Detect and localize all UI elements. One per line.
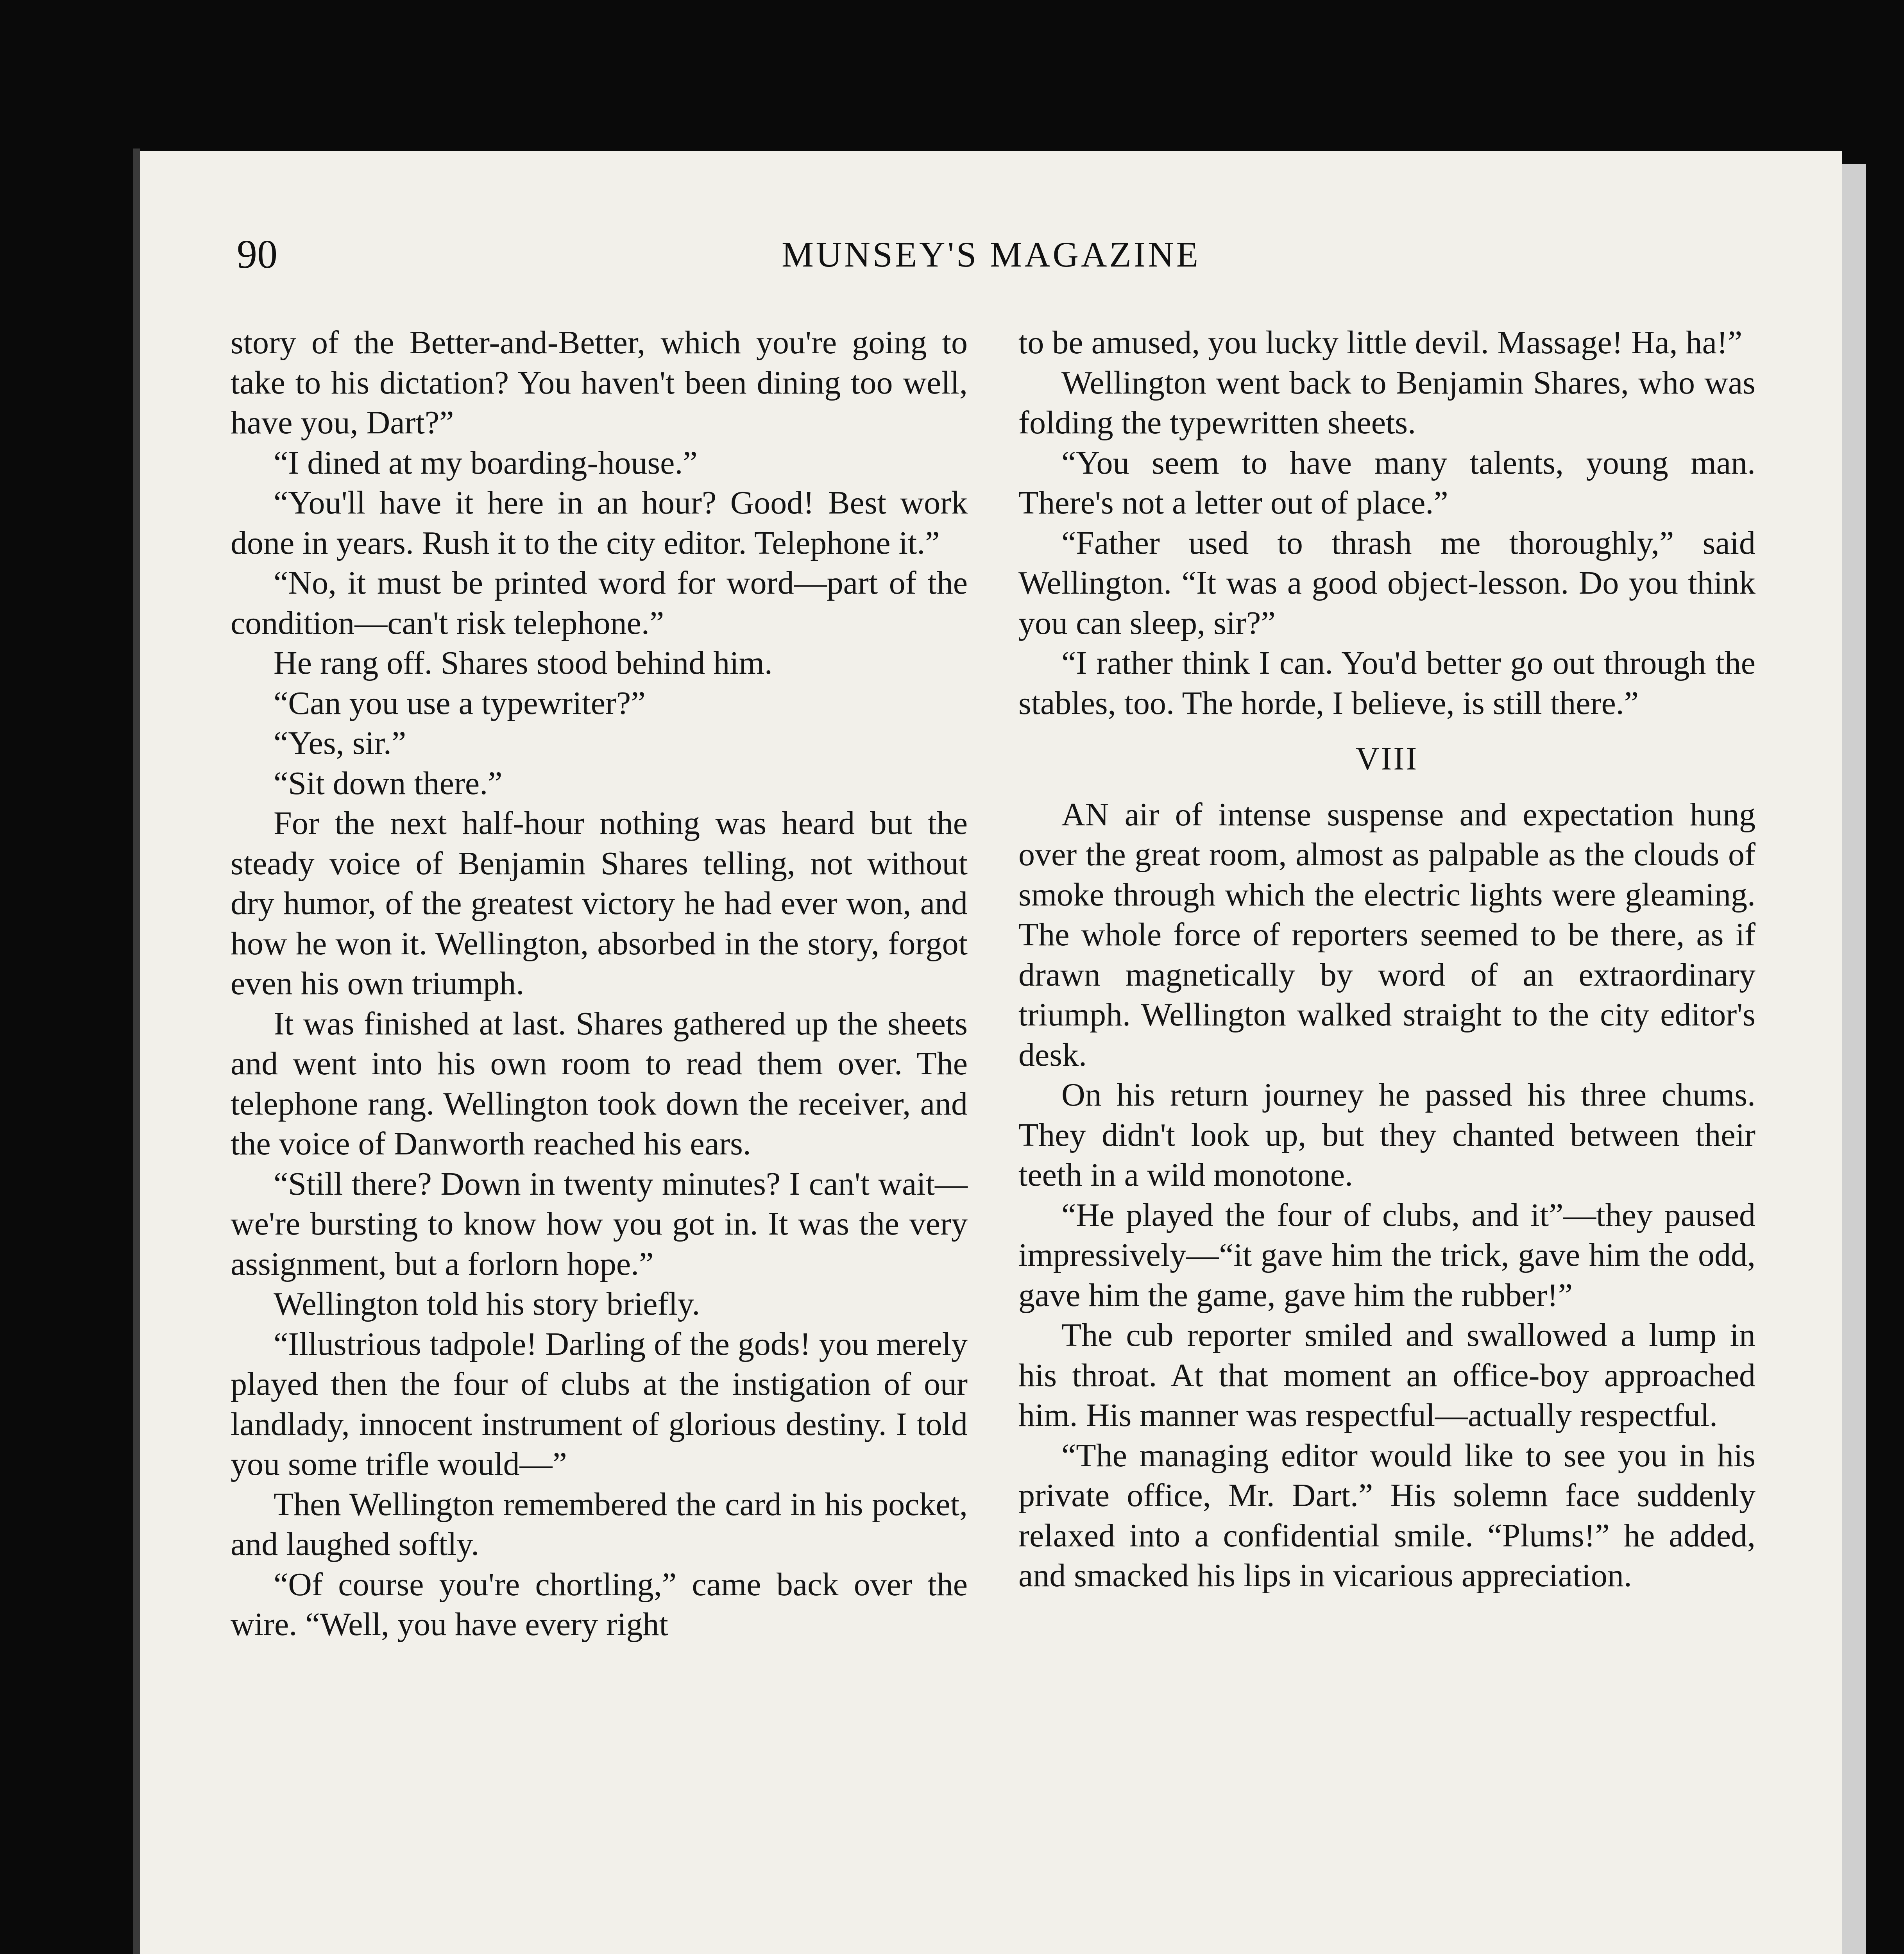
- paragraph: The cub reporter smiled and swallowed a lump in his throat. At that moment an office-boy approached him. His manner was respectful—actually respectful.: [1018, 1317, 1755, 1433]
- paragraph: He rang off. Shares stood behind him.: [274, 645, 773, 681]
- paragraph: “Of course you're chortling,” came back over the wire. “Well, you have every right: [231, 1566, 968, 1643]
- paragraph: “The managing editor would like to see you in his private office, Mr. Dart.” His solemn face suddenly relaxed into a confidential smile. “Plums!” he added, and smacked his lips in vicarious appreciation.: [1018, 1437, 1755, 1594]
- paragraph: For the next half-hour nothing was heard but the steady voice of Benjamin Shares telling, not without dry humor, of the greatest victory he had ever won, and how he won it. Wellington, absorbed in the story, forgot even his own triumph.: [231, 805, 968, 1002]
- paragraph: Wellington went back to Benjamin Shares, who was folding the typewritten sheets.: [1018, 364, 1755, 441]
- paragraph: AN air of intense suspense and expectation hung over the great room, almost as palpable as the clouds of smoke through which the electric lights were gleaming. The whole force of reporters seemed to be there, as if drawn magnetically by word of an extraordinary triumph. Wellington walked straight to the city editor's desk.: [1018, 796, 1755, 1073]
- right-column: [1018, 323, 1755, 1596]
- paragraph: “Yes, sir.”: [274, 725, 406, 761]
- left-column: [231, 323, 968, 1645]
- page-number: 90: [237, 232, 277, 277]
- paragraph: story of the Better-and-Better, which you're going to take to his dictation? You haven't been dining too well, have you, Dart?”: [231, 324, 968, 441]
- paragraph: “I rather think I can. You'd better go out through the stables, too. The horde, I believe, is still there.”: [1018, 645, 1755, 721]
- paragraph: Wellington told his story briefly.: [274, 1286, 700, 1322]
- paragraph: “Father used to thrash me thoroughly,” said Wellington. “It was a good object-lesson. Do you think you can sleep, sir?”: [1018, 524, 1755, 641]
- paragraph: Then Wellington remembered the card in his pocket, and laughed softly.: [231, 1486, 968, 1562]
- paragraph: “You'll have it here in an hour? Good! Best work done in years. Rush it to the city editor. Telephone it.”: [231, 485, 968, 561]
- binding-shadow: [133, 149, 140, 1954]
- paragraph: On his return journey he passed his three chums. They didn't look up, but they chanted between their teeth in a wild monotone.: [1018, 1077, 1755, 1193]
- section-heading: VIII: [1355, 741, 1419, 777]
- running-title: MUNSEY'S MAGAZINE: [782, 234, 1201, 274]
- paragraph: “Can you use a typewriter?”: [274, 685, 646, 721]
- paragraph: “He played the four of clubs, and it”—they paused impressively—“it gave him the trick, gave him the odd, gave him the game, gave him the rubber!”: [1018, 1197, 1755, 1313]
- page-header: [140, 229, 1842, 280]
- magazine-page: [140, 151, 1842, 1954]
- paragraph: “You seem to have many talents, young man. There's not a letter out of place.”: [1018, 444, 1755, 521]
- paragraph: “Sit down there.”: [274, 765, 503, 802]
- paragraph: “Still there? Down in twenty minutes? I can't wait—we're bursting to know how you got in. It was the very assignment, but a forlorn hope.”: [231, 1165, 968, 1282]
- paragraph: “I dined at my boarding-house.”: [274, 444, 698, 481]
- paragraph: It was finished at last. Shares gathered up the sheets and went into his own room to read them over. The telephone rang. Wellington took down the receiver, and the voice of Danworth reached his ears.: [231, 1005, 968, 1162]
- next-page-edge: [1842, 164, 1866, 1954]
- paragraph: “No, it must be printed word for word—part of the condition—can't risk telephone.”: [231, 565, 968, 641]
- paragraph: to be amused, you lucky little devil. Massage! Ha, ha!”: [1018, 324, 1743, 361]
- paragraph: “Illustrious tadpole! Darling of the gods! you merely played then the four of clubs at the instigation of our landlady, innocent instrument of glorious destiny. I told you some trifle would—”: [231, 1326, 968, 1482]
